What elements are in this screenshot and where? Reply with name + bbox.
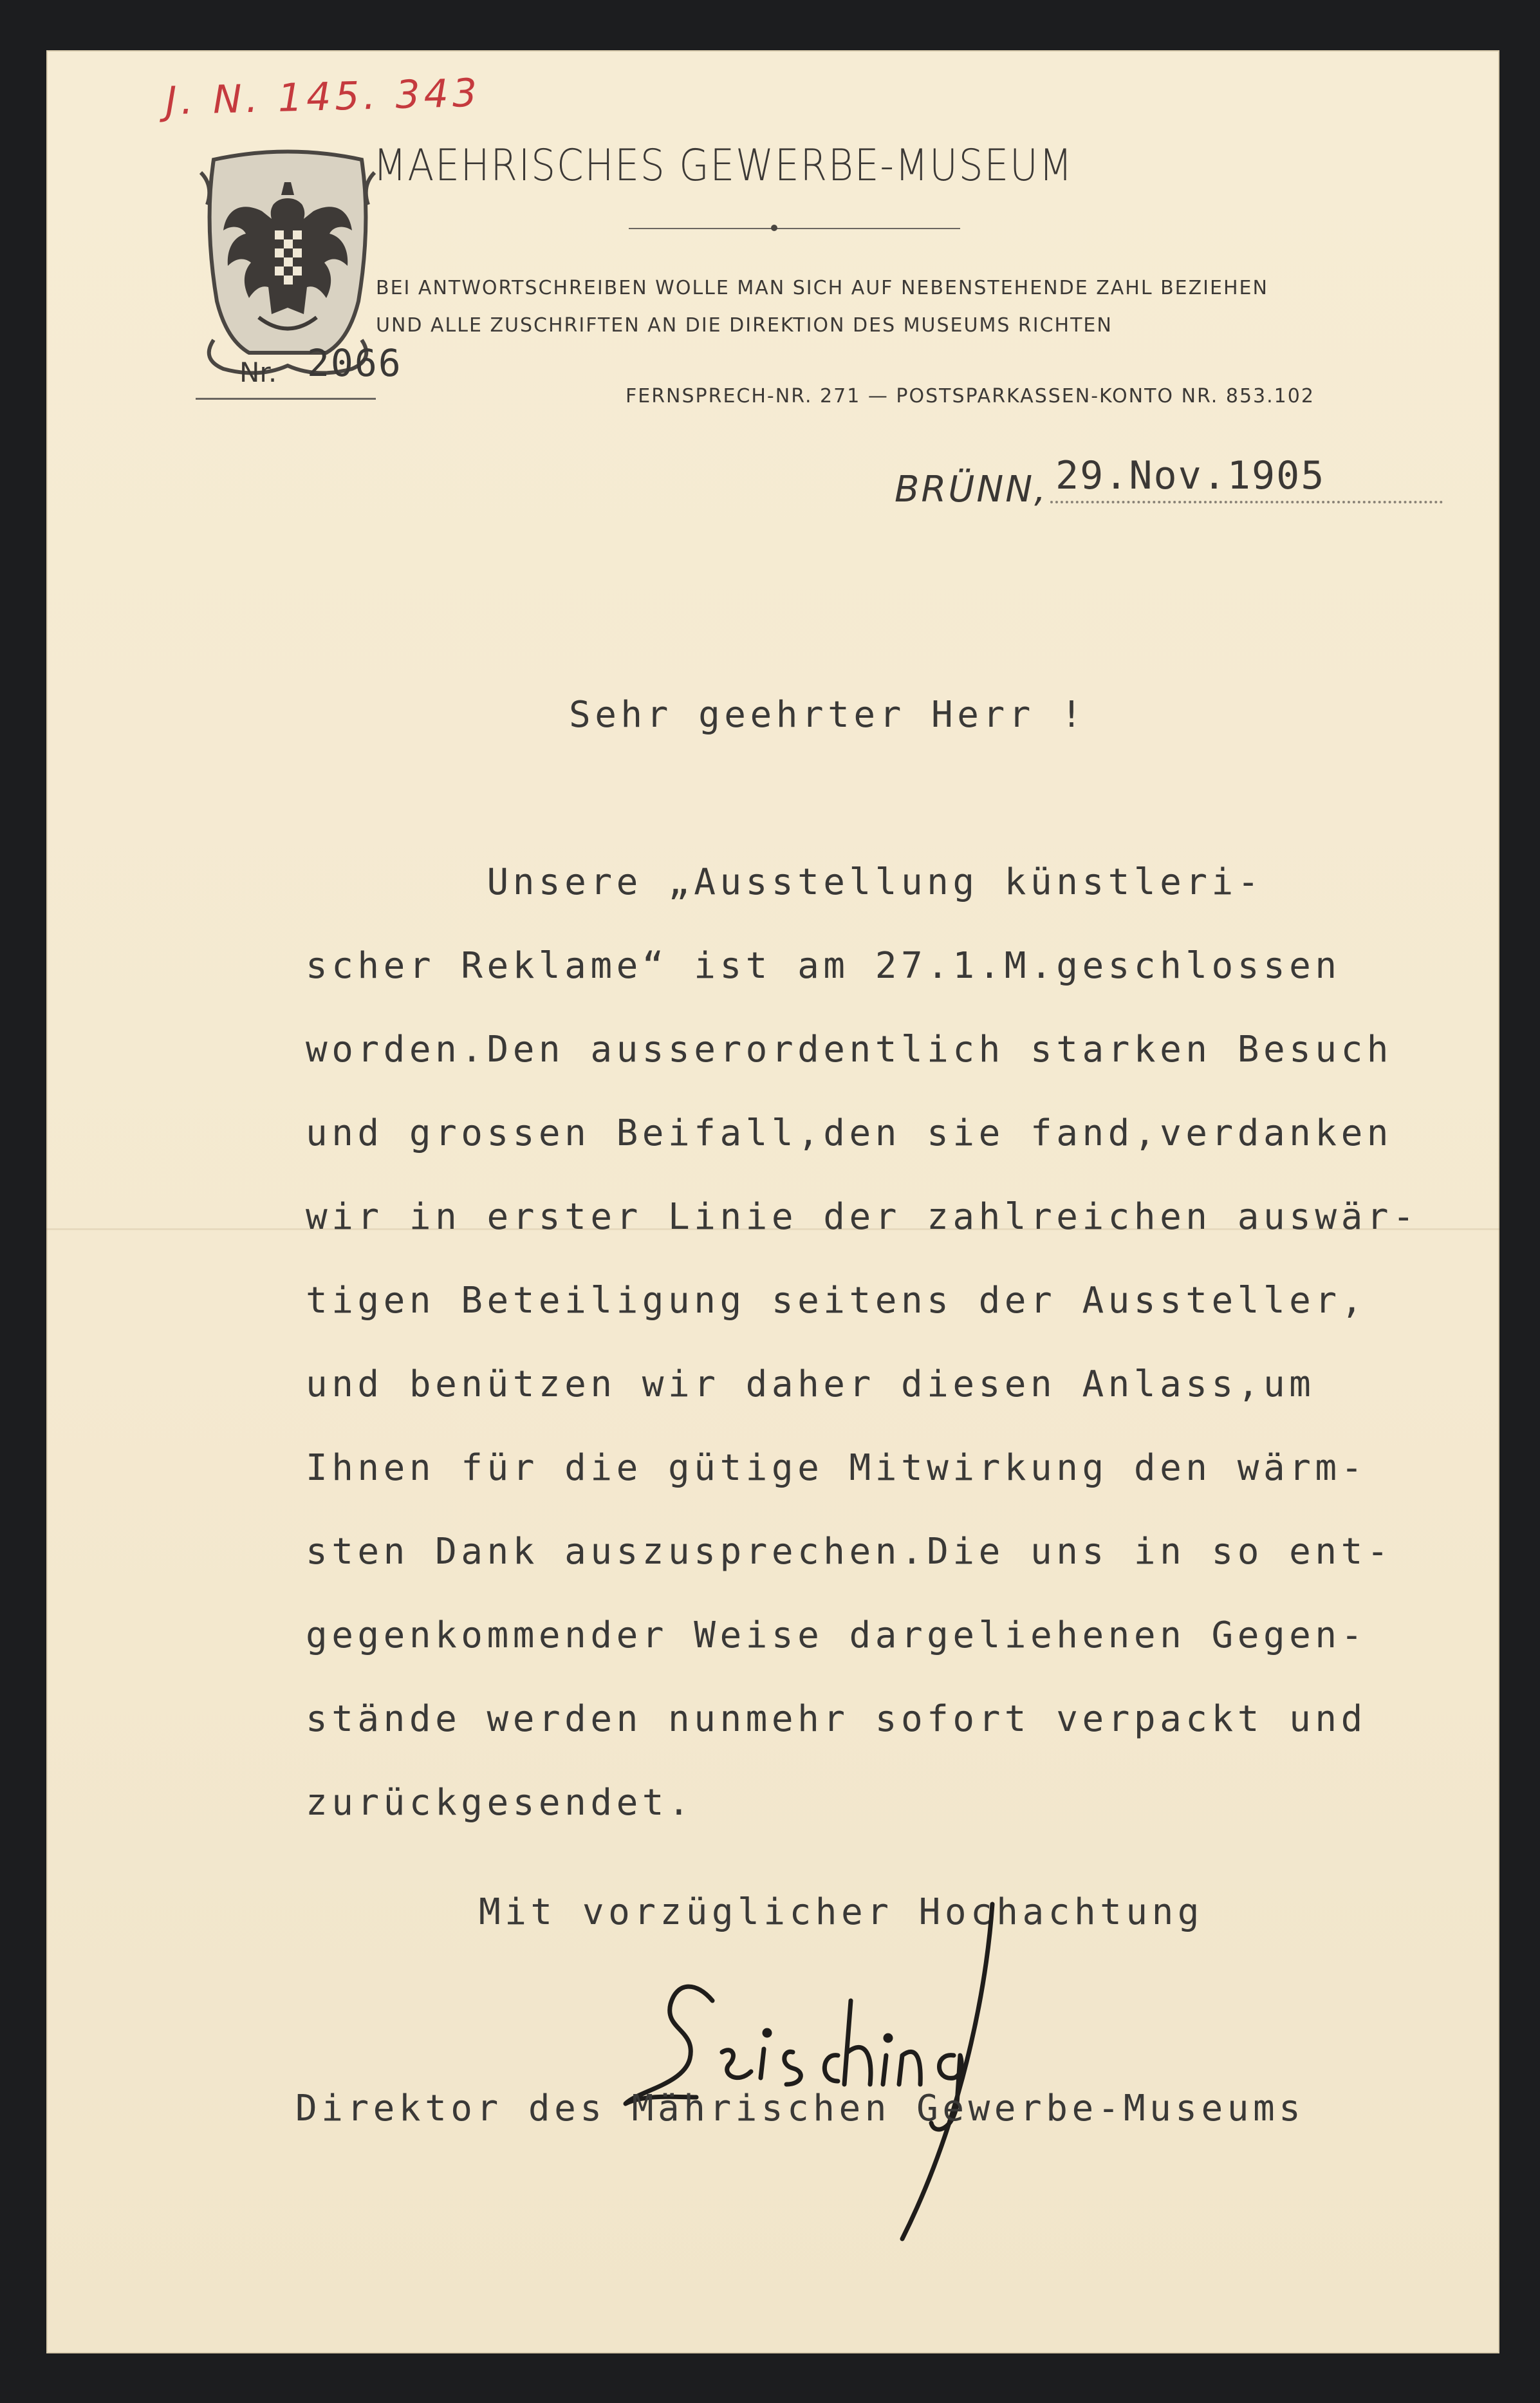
header-rule-dot bbox=[771, 225, 777, 231]
body-line: stände werden nunmehr sofort verpackt und bbox=[306, 1698, 1367, 1740]
letter-date: 29.Nov.1905 bbox=[1055, 453, 1326, 498]
body-line: gegenkommender Weise dargeliehenen Gegen- bbox=[306, 1614, 1367, 1656]
reply-instruction-line-1: BEI ANTWORTSCHREIBEN WOLLE MAN SICH AUF NEBENSTEHENDE ZAHL BEZIEHEN bbox=[376, 277, 1268, 299]
letter-sheet bbox=[46, 50, 1499, 2353]
reference-number: 2066 bbox=[307, 341, 402, 385]
reference-number-label: Nr. bbox=[239, 357, 277, 388]
museum-name: MAEHRISCHES GEWERBE-MUSEUM bbox=[373, 140, 1073, 191]
body-line: scher Reklame“ ist am 27.1.M.geschlossen bbox=[306, 945, 1341, 987]
body-line: worden.Den ausserordentlich starken Besuch bbox=[306, 1029, 1393, 1071]
body-line: Unsere „Ausstellung künstleri- bbox=[306, 861, 1263, 903]
closing-formula: Mit vorzüglicher Hochachtung bbox=[479, 1891, 1204, 1933]
salutation: Sehr geehrter Herr ! bbox=[569, 694, 1087, 736]
header-rule bbox=[629, 228, 960, 229]
date-dotted-line bbox=[1050, 501, 1443, 503]
contact-line: FERNSPRECH-NR. 271 — POSTSPARKASSEN-KONTO NR. 853.102 bbox=[626, 385, 1315, 407]
body-line: und grossen Beifall,den sie fand,verdanken bbox=[306, 1112, 1393, 1154]
body-line: Ihnen für die gütige Mitwirkung den wärm- bbox=[306, 1447, 1367, 1489]
archive-inventory-mark: J. N. 145. 343 bbox=[165, 70, 481, 124]
body-line: und benützen wir daher diesen Anlass,um bbox=[306, 1363, 1315, 1405]
body-line: tigen Beteiligung seitens der Aussteller, bbox=[306, 1280, 1367, 1322]
signatory-title: Direktor des Mährischen Gewerbe-Museums bbox=[295, 2088, 1305, 2129]
body-line: wir in erster Linie der zahlreichen auswär- bbox=[306, 1196, 1419, 1238]
reply-instruction-line-2: UND ALLE ZUSCHRIFTEN AN DIE DIREKTION DES MUSEUMS RICHTEN bbox=[376, 314, 1113, 337]
place-name: BRÜNN, bbox=[895, 469, 1048, 510]
body-line: zurückgesendet. bbox=[306, 1782, 694, 1824]
handwritten-signature bbox=[600, 1891, 1127, 2252]
body-line: sten Dank auszusprechen.Die uns in so ent- bbox=[306, 1531, 1393, 1573]
reference-number-underline bbox=[196, 398, 376, 400]
